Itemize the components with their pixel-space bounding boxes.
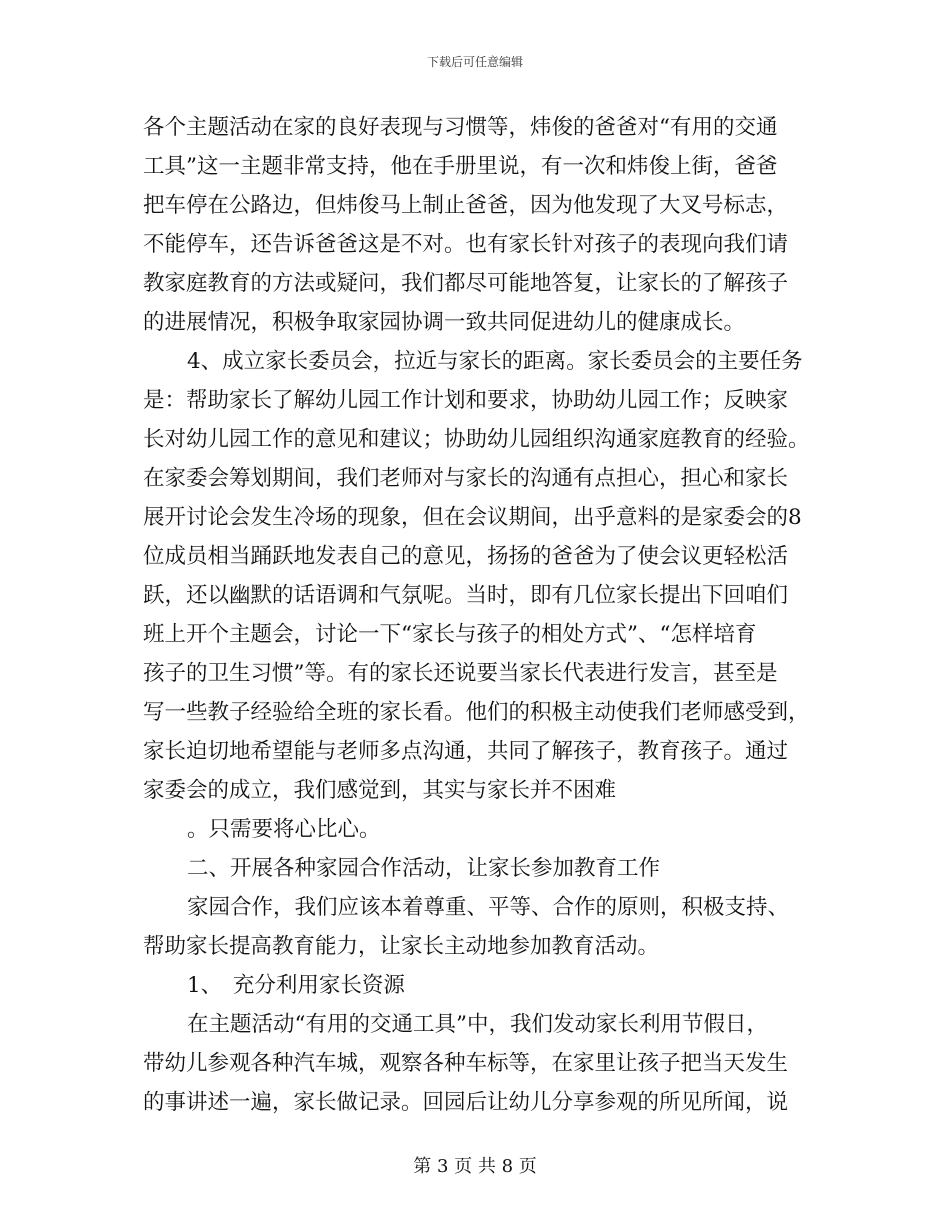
paragraph-start-line: 在主题活动“有用的交通工具”中，我们发动家长利用节假日， xyxy=(187,1012,768,1037)
text-line: 跃，还以幽默的话语调和气氛呢。当时，即有几位家长提出下回咱们 xyxy=(143,583,789,608)
text-line: 班上开个主题会，讨论一下“家长与孩子的相处方式”、“怎样培育 xyxy=(143,622,757,647)
paragraph-start-line: 4、成立家长委员会，拉近与家长的距离。家长委员会的主要任务 xyxy=(187,349,803,374)
paragraph-start-line: 。只需要将心比心。 xyxy=(187,817,381,842)
text-line: 的事讲述一遍，家长做记录。回园后让幼儿分享参观的所见所闻，说 xyxy=(143,1090,789,1115)
text-line: 不能停车，还告诉爸爸这是不对。也有家长针对孩子的表现向我们请 xyxy=(143,232,789,257)
text-line: 帮助家长提高教育能力，让家长主动地参加教育活动。 xyxy=(143,934,660,959)
text-line: 位成员相当踊跃地发表自己的意见，扬扬的爸爸为了使会议更轻松活 xyxy=(143,544,789,569)
text-line: 家委会的成立，我们感觉到，其实与家长并不困难 xyxy=(143,778,617,803)
text-line: 教家庭教育的方法或疑问，我们都尽可能地答复，让家长的了解孩子 xyxy=(143,271,789,296)
text-line: 孩子的卫生习惯”等。有的家长还说要当家长代表进行发言，甚至是 xyxy=(143,661,778,686)
paragraph-start-line: 家园合作，我们应该本着尊重、平等、合作的原则，积极支持、 xyxy=(187,895,790,920)
text-line: 家长迫切地希望能与老师多点沟通，共同了解孩子，教育孩子。通过 xyxy=(143,739,789,764)
text-line: 写一些教子经验给全班的家长看。他们的积极主动使我们老师感受到， xyxy=(143,700,810,725)
text-line: 各个主题活动在家的良好表现与习惯等，炜俊的爸爸对“有用的交通 xyxy=(143,115,778,140)
text-line: 在家委会筹划期间，我们老师对与家长的沟通有点担心，担心和家长 xyxy=(143,466,789,491)
subsection-heading: 1、 充分利用家长资源 xyxy=(187,973,405,998)
text-line: 带幼儿参观各种汽车城，观察各种车标等，在家里让孩子把当天发生 xyxy=(143,1051,789,1076)
text-line: 长对幼儿园工作的意见和建议；协助幼儿园组织沟通家庭教育的经验。 xyxy=(143,427,810,452)
text-line: 的进展情况，积极争取家园协调一致共同促进幼儿的健康成长。 xyxy=(143,310,746,335)
document-body xyxy=(143,108,811,1122)
text-line: 把车停在公路边，但炜俊马上制止爸爸，因为他发现了大叉号标志， xyxy=(143,193,789,218)
section-heading: 二、开展各种家园合作活动，让家长参加教育工作 xyxy=(187,856,661,881)
page-number: 第 3 页 共 8 页 xyxy=(413,1156,537,1177)
text-line: 工具”这一主题非常支持，他在手册里说，有一次和炜俊上街，爸爸 xyxy=(143,154,778,179)
header-note: 下载后可任意编辑 xyxy=(426,55,523,69)
text-line: 展开讨论会发生冷场的现象，但在会议期间，出乎意料的是家委会的8 xyxy=(143,505,802,530)
text-line: 是：帮助家长了解幼儿园工作计划和要求，协助幼儿园工作；反映家 xyxy=(143,388,789,413)
